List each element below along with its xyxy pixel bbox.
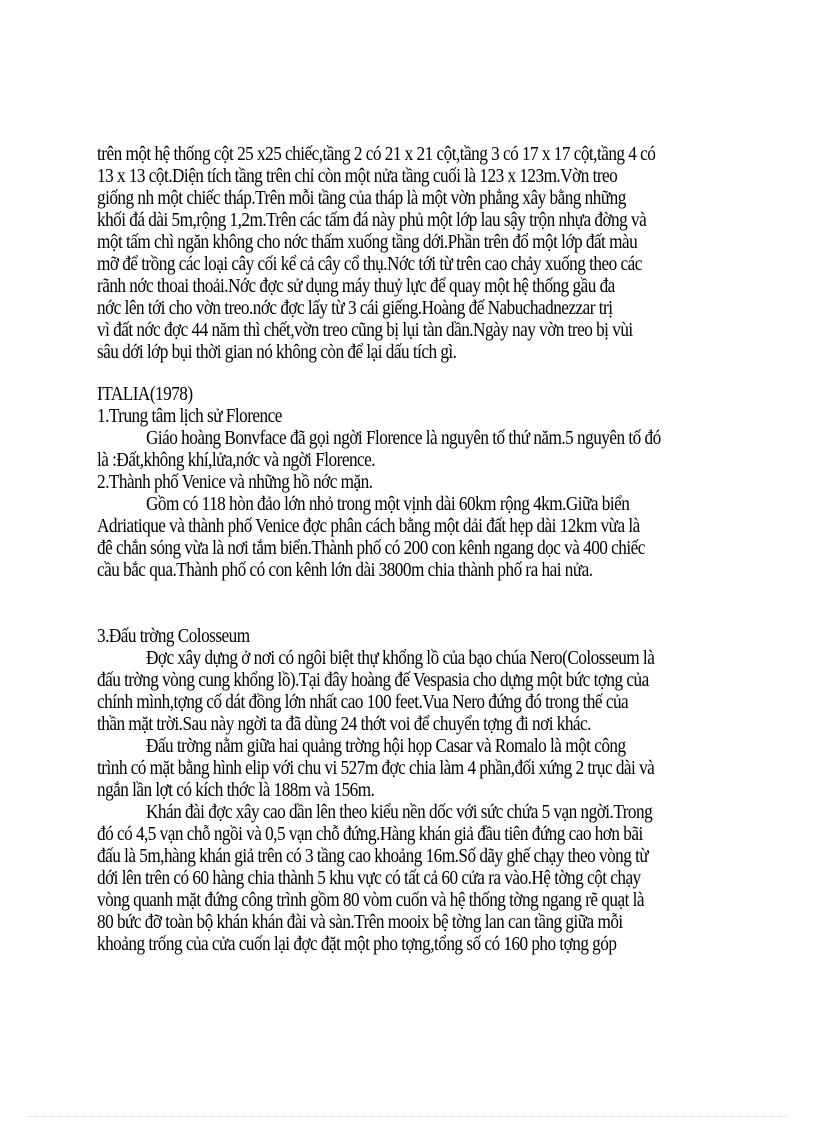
paragraph-line: cầu bắc qua.Thành phố có con kênh lớn dài 3800m chia thành phố ra hai nửa.: [97, 559, 593, 581]
paragraph-line: đó có 4,5 vạn chỗ ngồi và 0,5 vạn chỗ đứng.Hàng khán giả đầu tiên đứng cao hơn bãi: [97, 823, 643, 845]
page-bottom-divider: [28, 1116, 788, 1117]
section-heading-colosseum: 3.Đấu trờng Colosseum: [97, 625, 250, 647]
paragraph-line: trình có mặt bằng hình elip với chu vi 527m đợc chia làm 4 phần,đối xứng 2 trục dài và: [97, 757, 655, 779]
paragraph-line: khối đá dài 5m,rộng 1,2m.Trên các tấm đá này phủ một lớp lau sậy trộn nhựa đờng và: [97, 209, 647, 231]
paragraph-line: chính mình,tợng cố dát đồng lớn nhất cao 100 feet.Vua Nero đứng đó trong thế của: [97, 691, 629, 713]
paragraph-line: Adriatique và thành phố Venice đợc phân cách bằng một dải đất hẹp dài 12km vừa là: [97, 515, 640, 537]
paragraph-line: mỡ để trồng các loại cây cối kể cả cây cổ thụ.Nớc tới từ trên cao chảy xuống theo các: [97, 253, 642, 275]
paragraph-line: trên một hệ thống cột 25 x25 chiếc,tầng 2 có 21 x 21 cột,tầng 3 có 17 x 17 cột,tầng 4 có: [97, 143, 656, 165]
paragraph-line: đấu trờng vòng cung khổng lồ).Tại đây hoàng đế Vespasia cho dựng một bức tợng của: [97, 669, 649, 691]
paragraph-line: giống nh một chiếc tháp.Trên mỗi tầng của tháp là một vờn phẳng xây bằng những: [97, 187, 626, 209]
paragraph-line: đấu là 5m,hàng khán giả trên có 3 tầng cao khoảng 16m.Số dãy ghế chạy theo vòng từ: [97, 845, 649, 867]
paragraph-line: Khán đài đợc xây cao dần lên theo kiểu nền dốc với sức chứa 5 vạn ngời.Trong: [146, 801, 653, 823]
paragraph-line: Đấu trờng nằm giữa hai quảng trờng hội họp Casar và Romalo là một công: [146, 735, 626, 757]
paragraph-line: 13 x 13 cột.Diện tích tầng trên chỉ còn một nửa tầng cuối là 123 x 123m.Vờn treo: [97, 165, 618, 187]
paragraph-line: rãnh nớc thoai thoải.Nớc đợc sử dụng máy thuỷ lực để quay một hệ thống gầu đa: [97, 275, 615, 297]
paragraph-line: Đợc xây dựng ở nơi có ngôi biệt thự khổng lồ của bạo chúa Nero(Colosseum là: [146, 647, 655, 669]
paragraph-line: khoảng trống của cửa cuốn lại đợc đặt một pho tợng,tổng số có 160 pho tợng góp: [97, 933, 617, 955]
paragraph-line: đê chắn sóng vừa là nơi tắm biển.Thành phố có 200 con kênh ngang dọc và 400 chiếc: [97, 537, 645, 559]
paragraph-line: ngắn lần lợt có kích thớc là 188m và 156m.: [97, 779, 375, 801]
paragraph-line: Giáo hoàng Bonvface đã gọi ngời Florence là nguyên tố thứ năm.5 nguyên tố đó: [146, 427, 661, 449]
paragraph-line: Gồm có 118 hòn đảo lớn nhỏ trong một vịnh dài 60km rộng 4km.Giữa biển: [146, 493, 630, 515]
paragraph-line: nớc lên tới cho vờn treo.nớc đợc lấy từ 3 cái giếng.Hoàng đế Nabuchadnezzar trị: [97, 297, 613, 319]
paragraph-line: vòng quanh mặt đứng công trình gồm 80 vòm cuốn và hệ thống tờng ngang rẽ quạt là: [97, 889, 645, 911]
section-heading-italia: ITALIA(1978): [97, 383, 193, 405]
paragraph-line: 80 bức đỡ toàn bộ khán khán đài và sàn.Trên mooix bệ tờng lan can tầng giữa mỗi: [97, 911, 623, 933]
paragraph-line: một tấm chì ngăn không cho nớc thấm xuống tầng dới.Phần trên đổ một lớp đất màu: [97, 231, 638, 253]
paragraph-line: sâu dới lớp bụi thời gian nó không còn để lại dấu tích gì.: [97, 341, 457, 363]
section-heading-venice: 2.Thành phố Venice và những hồ nớc mặn.: [97, 471, 373, 493]
paragraph-line: thần mặt trời.Sau này ngời ta đã dùng 24 thớt voi để chuyển tợng đi nơi khác.: [97, 713, 591, 735]
paragraph-line: là :Đất,không khí,lửa,nớc và ngời Florence.: [97, 449, 376, 471]
section-heading-florence: 1.Trung tâm lịch sử Florence: [97, 405, 282, 427]
paragraph-line: vì đất nớc đợc 44 năm thì chết,vờn treo cũng bị lụi tàn dần.Ngày nay vờn treo bị vùi: [97, 319, 633, 341]
paragraph-line: dới lên trên có 60 hàng chia thành 5 khu vực có tất cả 60 cửa ra vào.Hệ tờng cột chạy: [97, 867, 641, 889]
